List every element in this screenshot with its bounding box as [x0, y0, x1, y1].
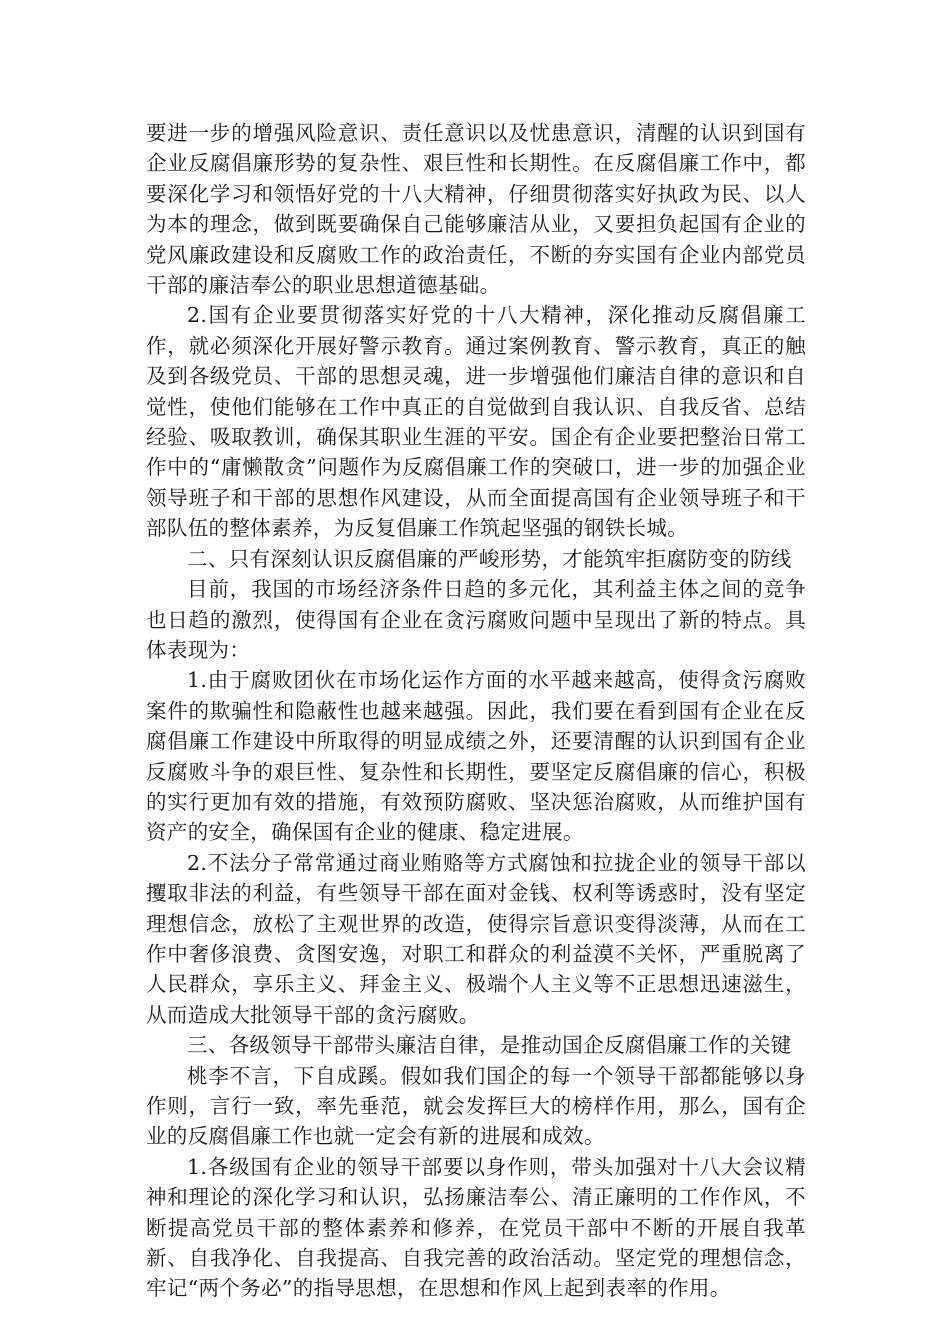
- paragraph-point-2-warning-education: 2.国有企业要贯彻落实好党的十八大精神，深化推动反腐倡廉工作，就必须深化开展好警示教育。通过案例教育、警示教育，真正的触及到各级党员、干部的思想灵魂，进一步增强他们廉洁自律的意识和自觉性，使他们能够在工作中真正的自觉做到自我认识、自我反省、总结经验、吸取教训，确保其职业生涯的平安。国企有企业要把整治日常工作中的“庸懒散贪”问题作为反腐倡廉工作的突破口，进一步的加强企业领导班子和干部的思想作风建设，从而全面提高国有企业领导班子和干部队伍的整体素养，为反复倡廉工作筑起坚强的钢铁长城。: [146, 303, 806, 541]
- paragraph-section-2-point-2: 2.不法分子常常通过商业贿赂等方式腐蚀和拉拢企业的领导干部以攫取非法的利益，有些领导干部在面对金钱、权利等诱惑时，没有坚定理想信念，放松了主观世界的改造，使得宗旨意识变得淡薄，从而在工作中奢侈浪费、贪图安逸，对职工和群众的利益漠不关怀，严重脱离了人民群众，享乐主义、拜金主义、极端个人主义等不正思想迅速滋生，从而造成大批领导干部的贪污腐败。: [146, 850, 806, 1027]
- paragraph-continuation: 要进一步的增强风险意识、责任意识以及忧患意识，清醒的认识到国有企业反腐倡廉形势的复杂性、艰巨性和长期性。在反腐倡廉工作中，都要深化学习和领悟好党的十八大精神，仔细贯彻落实好执政为民、以人为本的理念，做到既要确保自己能够廉洁从业，又要担负起国有企业的党风廉政建设和反腐败工作的政治责任，不断的夯实国有企业内部党员干部的廉洁奉公的职业思想道德基础。: [146, 121, 806, 298]
- paragraph-section-2-intro: 目前，我国的市场经济条件日趋的多元化，其利益主体之间的竞争也日趋的激烈，使得国有企业在贪污腐败问题中呈现出了新的特点。具体表现为：: [146, 577, 806, 662]
- paragraph-section-3-intro: 桃李不言，下自成蹊。假如我们国企的每一个领导干部都能够以身作则，言行一致，率先垂范，就会发挥巨大的榜样作用，那么，国有企业的反腐倡廉工作也就一定会有新的进展和成效。: [146, 1063, 806, 1149]
- document-body: [146, 118, 806, 1304]
- section-heading-3: 三、各级领导干部带头廉洁自律，是推动国企反腐倡廉工作的关键: [187, 1033, 792, 1058]
- paragraph-section-2-point-1: 1.由于腐败团伙在市场化运作方面的水平越来越高，使得贪污腐败案件的欺骗性和隐蔽性也越来越强。因此，我们要在看到国有企业在反腐倡廉工作建设中所取得的明显成绩之外，还要清醒的认识到国有企业反腐败斗争的艰巨性、复杂性和长期性，要坚定反腐倡廉的信心，积极的实行更加有效的措施，有效预防腐败、坚决惩治腐败，从而维护国有资产的安全，确保国有企业的健康、稳定进展。: [146, 668, 806, 845]
- section-heading-2: 二、只有深刻认识反腐倡廉的严峻形势，才能筑牢拒腐防变的防线: [187, 546, 792, 571]
- paragraph-section-3-point-1: 1.各级国有企业的领导干部要以身作则，带头加强对十八大会议精神和理论的深化学习和认识，弘扬廉洁奉公、清正廉明的工作作风，不断提高党员干部的整体素养和修养，在党员干部中不断的开展自我革新、自我净化、自我提高、自我完善的政治活动。坚定党的理想信念，牢记“两个务必”的指导思想，在思想和作风上起到表率的作用。: [146, 1154, 806, 1301]
